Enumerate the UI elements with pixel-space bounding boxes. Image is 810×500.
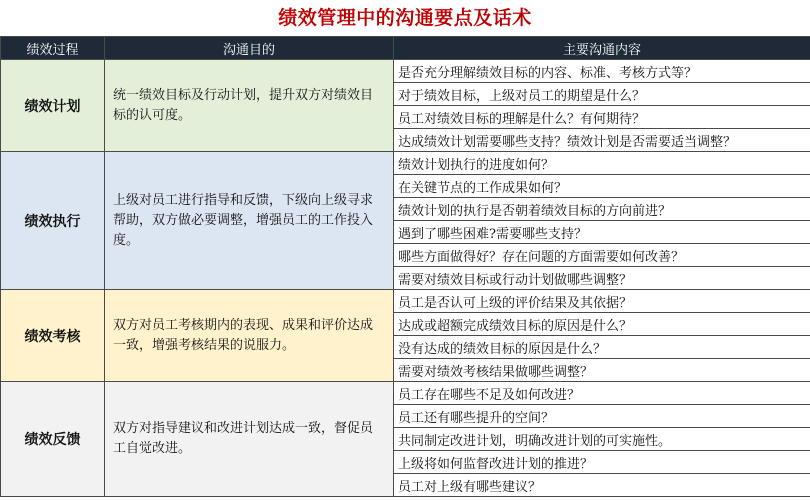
table-row xyxy=(1,152,810,175)
purpose-cell-assess: 双方对员工考核期内的表现、成果和评价达成一致，增强考核结果的说服力。 xyxy=(105,290,394,382)
question-cell: 哪些方面做得好？存在问题的方面需要如何改善？ xyxy=(394,244,810,267)
question-cell: 对于绩效目标，上级对员工的期望是什么？ xyxy=(394,83,810,106)
question-cell: 共同制定改进计划，明确改进计划的可实施性。 xyxy=(394,428,810,451)
phase-cell-plan: 绩效计划 xyxy=(1,60,105,152)
phase-cell-feedback: 绩效反馈 xyxy=(1,382,105,497)
purpose-cell-execute: 上级对员工进行指导和反馈，下级向上级寻求帮助，双方做必要调整，增强员工的工作投入度。 xyxy=(105,152,394,290)
question-cell: 是否充分理解绩效目标的内容、标准、考核方式等？ xyxy=(394,60,810,83)
page-title: 绩效管理中的沟通要点及话术 xyxy=(278,7,532,29)
question-cell: 没有达成的绩效目标的原因是什么？ xyxy=(394,336,810,359)
table-row xyxy=(1,290,810,313)
question-cell: 需要对绩效目标或行动计划做哪些调整？ xyxy=(394,267,810,290)
header-content: 主要沟通内容 xyxy=(394,37,810,60)
header-phase: 绩效过程 xyxy=(1,37,105,60)
question-cell: 遇到了哪些困难?需要哪些支持？ xyxy=(394,221,810,244)
purpose-cell-plan: 统一绩效目标及行动计划，提升双方对绩效目标的认可度。 xyxy=(105,60,394,152)
header-row xyxy=(1,37,810,60)
question-cell: 员工还有哪些提升的空间？ xyxy=(394,405,810,428)
question-cell: 员工是否认可上级的评价结果及其依据？ xyxy=(394,290,810,313)
phase-cell-execute: 绩效执行 xyxy=(1,152,105,290)
communication-table xyxy=(0,36,810,497)
question-cell: 达成绩效计划需要哪些支持？绩效计划是否需要适当调整？ xyxy=(394,129,810,152)
question-cell: 员工存在哪些不足及如何改进？ xyxy=(394,382,810,405)
question-cell: 上级将如何监督改进计划的推进？ xyxy=(394,451,810,474)
question-cell: 达成或超额完成绩效目标的原因是什么？ xyxy=(394,313,810,336)
purpose-cell-feedback: 双方对指导建议和改进计划达成一致，督促员工自觉改进。 xyxy=(105,382,394,497)
table-row xyxy=(1,60,810,83)
phase-cell-assess: 绩效考核 xyxy=(1,290,105,382)
question-cell: 需要对绩效考核结果做哪些调整？ xyxy=(394,359,810,382)
question-cell: 员工对上级有哪些建议？ xyxy=(394,474,810,497)
question-cell: 绩效计划执行的进度如何？ xyxy=(394,152,810,175)
question-cell: 员工对绩效目标的理解是什么？有何期待？ xyxy=(394,106,810,129)
question-cell: 在关键节点的工作成果如何？ xyxy=(394,175,810,198)
header-purpose: 沟通目的 xyxy=(105,37,394,60)
table-row xyxy=(1,382,810,405)
question-cell: 绩效计划的执行是否朝着绩效目标的方向前进？ xyxy=(394,198,810,221)
